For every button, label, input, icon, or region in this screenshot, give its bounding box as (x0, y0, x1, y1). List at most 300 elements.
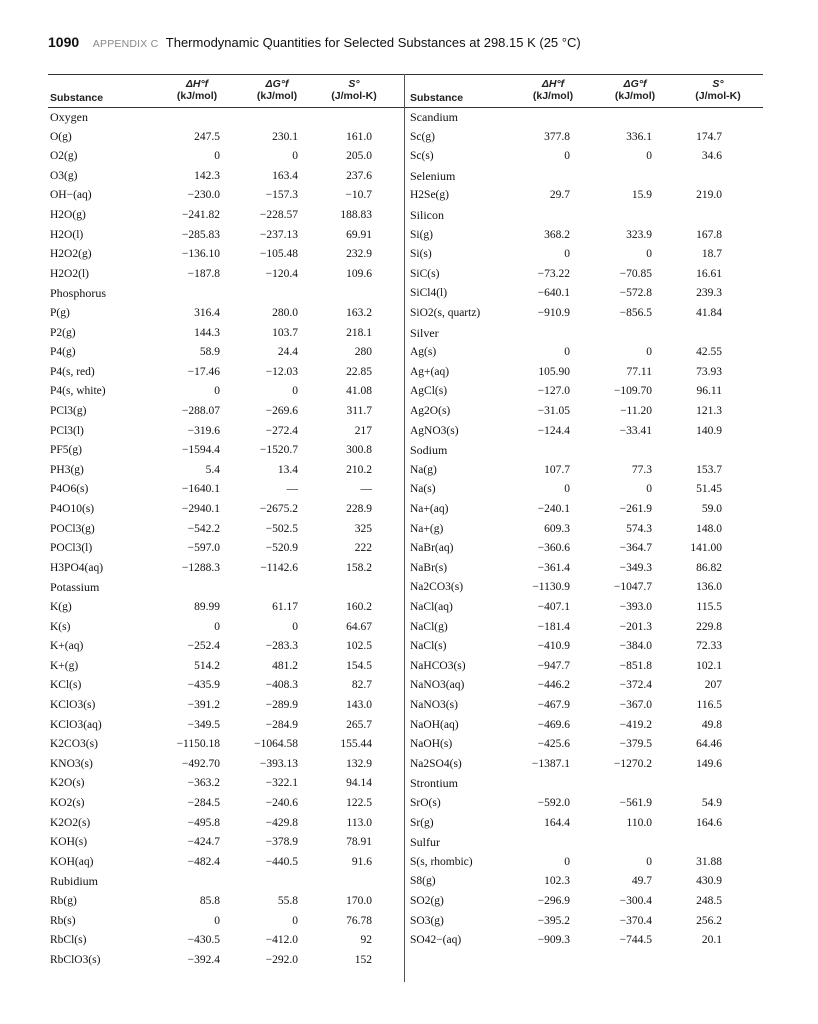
dg-value: −105.48 (259, 248, 298, 261)
table-row (50, 265, 390, 283)
top-rule-right (405, 74, 763, 75)
substance-name: Sc(s) (410, 150, 434, 163)
substance-name: SO2(g) (410, 895, 444, 907)
substance-name: NaHCO3(s) (410, 659, 466, 672)
substance-name: AgCl(s) (410, 385, 448, 398)
dg-value: 77.11 (626, 365, 652, 378)
substance-name: NaCl(g) (410, 620, 448, 633)
table-row (410, 598, 758, 616)
substance-name: P4O6(s) (50, 483, 89, 496)
dg-value: −240.6 (265, 797, 298, 809)
s-value: 154.5 (346, 659, 372, 672)
s-value: 311.7 (346, 405, 372, 417)
s-value: 96.11 (696, 385, 722, 398)
s-value: 64.67 (346, 620, 372, 633)
s-value: 163.2 (346, 307, 372, 319)
substance-name: K(g) (50, 601, 72, 613)
table-row (410, 343, 758, 361)
category-heading (410, 206, 758, 224)
s-value: 430.9 (696, 875, 722, 888)
substance-name: SO3(g) (410, 914, 444, 927)
table-row (410, 676, 758, 694)
dg-value: 0 (292, 914, 298, 927)
dh-value: −73.22 (537, 267, 570, 280)
table-row (50, 461, 390, 479)
dh-value: 316.4 (194, 307, 220, 319)
dh-value: 142.3 (194, 169, 220, 182)
table-row (410, 304, 758, 322)
substance-name: KClO3(aq) (50, 718, 102, 731)
category-label: Sulfur (410, 835, 440, 850)
s-value: 161.0 (346, 130, 372, 143)
substance-name: Sc(g) (410, 130, 435, 143)
substance-name: PF5(g) (50, 444, 82, 457)
s-value: 86.82 (696, 561, 722, 574)
dg-value: 49.7 (631, 875, 652, 888)
category-heading (50, 284, 390, 302)
s-value: −10.7 (345, 189, 372, 202)
table-row (410, 539, 758, 557)
dh-value: 0 (214, 150, 220, 163)
dh-value: 107.7 (544, 463, 570, 476)
col-dg-right (604, 78, 666, 102)
dh-value: 29.7 (549, 189, 570, 202)
substance-name: Ag(s) (410, 346, 437, 359)
substance-name: K2O(s) (50, 777, 85, 790)
substance-name: KOH(aq) (50, 855, 94, 868)
dh-value: −492.70 (181, 757, 220, 770)
substance-name: Rb(g) (50, 895, 77, 907)
dg-value: 0 (292, 620, 298, 633)
substance-name: NaBr(aq) (410, 542, 454, 555)
table-row (50, 696, 390, 714)
substance-name: K+(g) (50, 659, 79, 672)
s-value: 164.6 (696, 816, 722, 829)
dh-value: 5.4 (205, 463, 220, 476)
dh-value: −467.9 (537, 699, 570, 711)
col-s-left (318, 78, 390, 102)
substance-name: NaCl(s) (410, 640, 447, 653)
dh-value: 0 (214, 620, 220, 633)
table-row (50, 637, 390, 655)
substance-name: NaOH(s) (410, 738, 453, 751)
dg-value: −520.9 (265, 542, 298, 555)
dh-value: −1150.18 (176, 738, 220, 751)
dg-value: −70.85 (619, 267, 652, 280)
col-dg-unit: (kJ/mol) (614, 90, 656, 102)
s-value: 149.6 (696, 757, 722, 770)
dh-value: −252.4 (187, 640, 220, 653)
table-row (50, 716, 390, 734)
s-value: 280 (354, 346, 372, 359)
substance-name: K2O2(s) (50, 816, 91, 829)
s-value: 116.5 (696, 699, 722, 711)
s-value: 218.1 (346, 326, 372, 339)
substance-name: P4(g) (50, 346, 76, 359)
substance-name: H2Se(g) (410, 189, 449, 202)
dh-value: 164.4 (544, 816, 570, 829)
table-row (410, 480, 758, 498)
category-heading (410, 774, 758, 792)
s-value: 265.7 (346, 718, 372, 731)
substance-name: PH3(g) (50, 463, 84, 476)
dg-value: −201.3 (619, 620, 652, 633)
s-value: 217 (354, 424, 372, 437)
dg-value: −1064.58 (254, 738, 298, 751)
s-value: 248.5 (696, 895, 722, 907)
dg-value: 163.4 (272, 169, 298, 182)
dh-value: −407.1 (537, 601, 570, 613)
col-dh-right (522, 78, 584, 102)
s-value: — (360, 483, 372, 496)
table-row (50, 794, 390, 812)
dh-value: 0 (214, 914, 220, 927)
table-row (50, 520, 390, 538)
category-heading (50, 108, 390, 126)
s-value: 205.0 (346, 150, 372, 163)
substance-name: H2O(l) (50, 228, 84, 241)
s-value: 143.0 (346, 699, 372, 711)
substance-name: NaBr(s) (410, 561, 448, 574)
category-label: Scandium (410, 110, 458, 124)
s-value: 300.8 (346, 444, 372, 457)
dh-value: −469.6 (537, 718, 570, 731)
table-row (50, 735, 390, 753)
table-row (50, 186, 390, 204)
table-row (50, 833, 390, 851)
dg-value: −561.9 (619, 797, 652, 809)
s-value: 158.2 (346, 561, 372, 574)
table-row (50, 343, 390, 361)
dg-value: −572.8 (619, 287, 652, 300)
substance-name: P(g) (50, 307, 70, 319)
substance-name: S(s, rhombic) (410, 855, 473, 868)
dh-value: −285.83 (181, 228, 220, 241)
table-row (410, 794, 758, 812)
dg-value: −367.0 (619, 699, 652, 711)
substance-name: SrO(s) (410, 797, 441, 809)
s-value: 325 (354, 522, 372, 535)
substance-name: Rb(s) (50, 914, 76, 927)
dh-value: −542.2 (187, 522, 220, 535)
substance-name: KOH(s) (50, 836, 88, 849)
dg-value: −292.0 (265, 953, 298, 966)
category-heading (50, 872, 390, 890)
s-value: 229.8 (696, 620, 722, 633)
table-row (410, 147, 758, 165)
s-value: 113.0 (346, 816, 372, 829)
dg-value: −283.3 (265, 640, 298, 653)
table-row (410, 422, 758, 440)
col-dg-left (246, 78, 308, 102)
s-value: 49.8 (701, 718, 722, 731)
col-dh-left (166, 78, 228, 102)
dh-value: −910.9 (537, 307, 570, 319)
table-row (410, 500, 758, 518)
dh-value: −1288.3 (181, 561, 220, 574)
substance-name: KCl(s) (50, 679, 82, 692)
dh-value: −446.2 (537, 679, 570, 692)
dh-value: −136.10 (181, 248, 220, 261)
substance-name: RbClO3(s) (50, 953, 101, 966)
substance-name: H3PO4(aq) (50, 561, 104, 574)
dg-value: 77.3 (631, 463, 652, 476)
s-value: 22.85 (346, 365, 372, 378)
dg-value: 0 (646, 248, 652, 261)
table-row (50, 657, 390, 675)
dh-value: −240.1 (537, 503, 570, 515)
dg-value: 230.1 (272, 130, 298, 143)
dg-value: −33.41 (619, 424, 652, 437)
s-value: 41.08 (346, 385, 372, 398)
s-value: 31.88 (696, 855, 722, 868)
table-row (410, 402, 758, 420)
substance-name: Sr(g) (410, 816, 434, 829)
substance-name: H2O2(l) (50, 267, 89, 280)
s-value: 64.46 (696, 738, 722, 751)
s-value: 219.0 (696, 189, 722, 202)
s-value: 188.83 (340, 209, 372, 221)
substance-name: KO2(s) (50, 797, 85, 809)
category-label: Potassium (50, 580, 100, 595)
dg-value: −440.5 (265, 855, 298, 868)
substance-name: H2O2(g) (50, 248, 92, 261)
dh-value: −1640.1 (181, 483, 220, 496)
dg-value: −851.8 (619, 659, 652, 672)
col-dg-symbol: ΔG°f (623, 78, 647, 90)
dh-value: −181.4 (537, 620, 570, 633)
dg-value: −11.20 (620, 405, 652, 417)
dh-value: 0 (564, 483, 570, 496)
table-row (50, 206, 390, 224)
dg-value: −419.2 (619, 718, 652, 731)
dg-value: 481.2 (272, 659, 298, 672)
dh-value: −187.8 (187, 267, 220, 280)
dg-value: −364.7 (619, 542, 652, 555)
dh-value: −360.6 (537, 542, 570, 555)
page-title: Thermodynamic Quantities for Selected Substances at 298.15 K (25 °C) (165, 35, 581, 50)
substance-name: Na(s) (410, 483, 436, 496)
dg-value: −744.5 (619, 934, 652, 947)
substance-name: P4O10(s) (50, 503, 95, 515)
s-value: 82.7 (351, 679, 372, 692)
table-row (410, 284, 758, 302)
col-s-symbol: S° (348, 78, 360, 90)
table-row (50, 245, 390, 263)
table-row (50, 167, 390, 185)
col-dh-unit: (kJ/mol) (532, 90, 574, 102)
dg-value: −261.9 (619, 503, 652, 515)
substance-name: Si(s) (410, 248, 432, 261)
col-s-symbol: S° (712, 78, 724, 90)
table-row (410, 186, 758, 204)
s-value: 42.55 (696, 346, 722, 359)
table-row (50, 500, 390, 518)
dg-value: −1270.2 (613, 757, 652, 770)
s-value: 69.91 (346, 228, 372, 241)
dh-value: −363.2 (187, 777, 220, 790)
substance-name: RbCl(s) (50, 934, 87, 947)
dg-value: −157.3 (265, 189, 298, 202)
dg-value: 13.4 (277, 463, 298, 476)
dg-value: 61.17 (272, 601, 298, 613)
dg-value: 574.3 (626, 522, 652, 535)
dg-value: 15.9 (631, 189, 652, 202)
dg-value: 0 (292, 385, 298, 398)
dg-value: 0 (646, 346, 652, 359)
s-value: 91.6 (351, 855, 372, 868)
category-heading (50, 578, 390, 596)
s-value: 210.2 (346, 463, 372, 476)
category-label: Rubidium (50, 874, 99, 889)
s-value: 72.33 (696, 640, 722, 653)
s-value: 141.00 (690, 542, 722, 555)
table-row (410, 637, 758, 655)
dh-value: −241.82 (181, 209, 220, 221)
table-row (50, 618, 390, 636)
substance-name: Na(g) (410, 463, 437, 476)
dh-value: −424.7 (187, 836, 220, 849)
substance-name: Ag+(aq) (410, 365, 450, 378)
substance-name: Na+(aq) (410, 503, 449, 515)
dh-value: 0 (564, 248, 570, 261)
substance-name: K2CO3(s) (50, 738, 98, 751)
table-row (410, 520, 758, 538)
dh-value: −640.1 (537, 287, 570, 300)
dg-value: −269.6 (265, 405, 298, 417)
substance-name: NaOH(aq) (410, 718, 459, 731)
dh-value: 609.3 (544, 522, 570, 535)
dh-value: −296.9 (537, 895, 570, 907)
s-value: 160.2 (346, 601, 372, 613)
substance-name: KNO3(s) (50, 757, 93, 770)
substance-name: Na+(g) (410, 522, 444, 535)
s-value: 76.78 (346, 914, 372, 927)
col-s-right (678, 78, 758, 102)
dh-value: −592.0 (537, 797, 570, 809)
appendix-label: APPENDIX C (92, 38, 159, 50)
category-label: Strontium (410, 776, 459, 791)
dg-value: −120.4 (265, 267, 298, 280)
substance-name: P4(s, white) (50, 385, 106, 398)
s-value: 153.7 (696, 463, 722, 476)
s-value: 20.1 (701, 934, 722, 947)
substance-name: Na2SO4(s) (410, 757, 462, 770)
col-dg-symbol: ΔG°f (265, 78, 289, 90)
col-s-unit: (J/mol-K) (331, 90, 377, 102)
table-row (410, 461, 758, 479)
dg-value: −378.9 (265, 836, 298, 849)
dg-value: −2675.2 (259, 503, 298, 515)
s-value: 102.5 (346, 640, 372, 653)
top-rule-left (48, 74, 404, 75)
table-row (410, 618, 758, 636)
dg-value: −349.3 (619, 561, 652, 574)
dg-value: 323.9 (626, 228, 652, 241)
category-label: Silver (410, 325, 439, 340)
table-row (50, 931, 390, 949)
dh-value: 247.5 (194, 130, 220, 143)
dg-value: −384.0 (619, 640, 652, 653)
dg-value: −1142.6 (260, 561, 298, 574)
table-row (410, 559, 758, 577)
dg-value: −300.4 (619, 895, 652, 907)
dh-value: −947.7 (537, 659, 570, 672)
dh-value: −430.5 (187, 934, 220, 947)
dh-value: 0 (214, 385, 220, 398)
table-row (410, 912, 758, 930)
category-heading (410, 108, 758, 126)
category-heading (410, 441, 758, 459)
dh-value: −435.9 (187, 679, 220, 692)
s-value: 122.5 (346, 797, 372, 809)
dh-value: −1387.1 (531, 757, 570, 770)
s-value: 109.6 (346, 267, 372, 280)
table-row (50, 226, 390, 244)
dg-value: −109.70 (613, 385, 652, 398)
s-value: 102.1 (696, 659, 722, 672)
s-value: 228.9 (346, 503, 372, 515)
table-row (50, 559, 390, 577)
category-heading (410, 324, 758, 342)
table-row (50, 539, 390, 557)
s-value: 59.0 (701, 503, 722, 515)
dg-value: −372.4 (619, 679, 652, 692)
table-row (50, 853, 390, 871)
dh-value: 0 (564, 150, 570, 163)
table-row (50, 441, 390, 459)
substance-name: P4(s, red) (50, 365, 95, 378)
dh-value: −391.2 (187, 699, 220, 711)
dg-value: −1520.7 (259, 444, 298, 457)
substance-name: SiC(s) (410, 267, 440, 280)
dg-value: 280.0 (272, 307, 298, 319)
table-row (410, 892, 758, 910)
s-value: 132.9 (346, 757, 372, 770)
col-s-unit: (J/mol-K) (695, 90, 741, 102)
dg-value: −379.5 (619, 738, 652, 751)
category-label: Oxygen (50, 110, 88, 124)
dg-value: −1047.7 (613, 581, 652, 594)
dh-value: −230.0 (187, 189, 220, 202)
table-row (410, 735, 758, 753)
s-value: 232.9 (346, 248, 372, 261)
substance-name: Na2CO3(s) (410, 581, 464, 594)
table-row (410, 226, 758, 244)
s-value: 18.7 (701, 248, 722, 261)
substance-name: KClO3(s) (50, 699, 96, 711)
s-value: 155.44 (340, 738, 372, 751)
col-dh-unit: (kJ/mol) (176, 90, 218, 102)
substance-name: PCl3(l) (50, 424, 84, 437)
substance-name: Si(g) (410, 228, 433, 241)
s-value: 121.3 (696, 405, 722, 417)
category-label: Sodium (410, 443, 448, 458)
dh-value: −1130.9 (532, 581, 570, 594)
substance-name: NaCl(aq) (410, 601, 453, 613)
dg-value: −237.13 (259, 228, 298, 241)
s-value: 167.8 (696, 228, 722, 241)
dh-value: −124.4 (537, 424, 570, 437)
table-row (50, 951, 390, 969)
table-row (50, 598, 390, 616)
col-dg-unit: (kJ/mol) (256, 90, 298, 102)
category-label: Silicon (410, 208, 445, 222)
dg-value: −393.13 (259, 757, 298, 770)
table-row (50, 128, 390, 146)
dh-value: −392.4 (187, 953, 220, 966)
substance-name: O(g) (50, 130, 72, 143)
